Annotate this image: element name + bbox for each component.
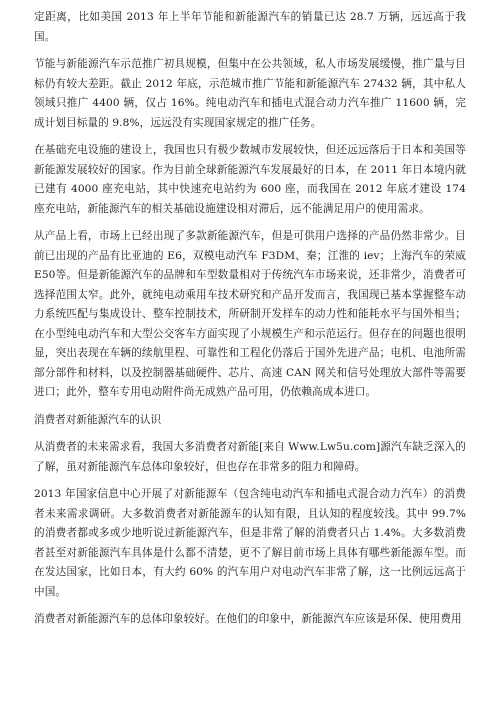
paragraph-5: 从消费者的未来需求看，我国大多消费者对新能[来自 Www.Lw5u.com]源汽车缺乏深入的了解，虽对新能源汽车总体印象较好，但也存在非常多的阻力和障碍。	[34, 441, 466, 473]
paragraph-2: 节能与新能源汽车示范推广初具规模，但集中在公共领域，私人市场发展缓慢，推广量与目标仍有较大差距。截止 2012 年底，示范城市推广节能和新能源汽车 27432 辆，其中私人领域只推广 4400 辆，仅占 16%。纯电动汽车和插电式混合动力汽车推广 11600 辆，完成计划目标量的 9.8%，远远没有实现国家规定的推广任务。	[34, 58, 466, 129]
paragraph-4: 从产品上看，市场上已经出现了多款新能源汽车，但是可供用户选择的产品仍然非常少。目前已出现的产品有比亚迪的 E6，双模电动汽车 F3DM、秦；江淮的 iev；上海汽车的荣威 E50等。但是新能源汽车的品牌和车型数量相对于传统汽车市场来说，还非常少，消费者可选择范围太窄。此外，就纯电动乘用车技术研究和产品开发而言，我国现已基本掌握整车动力系统匹配与集成设计、整车控制技术，所研制开发样车的动力性和能耗水平与国外相当；在小型纯电动汽车和大型公交客车方面实现了小规模生产和示范运行。但存在的问题也很明显，突出表现在车辆的续航里程、可靠性和工程化仍落后于国外先进产品；电机、电池所需部分部件和材料，以及控制器基础硬件、芯片、高速 CAN 网关和信号处理放大部件等需要进口；此外，整车专用电动附件尚无成熟产品可用，仍依赖高成本进口。	[34, 230, 466, 398]
paragraph-1: 定距离，比如美国 2013 年上半年节能和新能源汽车的销量已达 28.7 万辆，远远高于我国。	[34, 11, 466, 43]
paragraph-7: 消费者对新能源汽车的总体印象较好。在他们的印象中，新能源汽车应该是环保、使用费用	[34, 613, 462, 625]
paragraph-3: 在基础充电设施的建设上，我国也只有极少数城市发展较快，但还远远落后于日本和美国等新能源发展较好的国家。作为目前全球新能源汽车发展最好的日本，在 2011 年日本境内就已建有 4000 座充电站，其中快速充电站约为 600 座，而我国在 2012 年底才建设 174 座充电站，新能源汽车的相关基础设施建设相对滞后，远不能满足用户的使用需求。	[34, 144, 466, 215]
paragraph-6: 2013 年国家信息中心开展了对新能源车（包含纯电动汽车和插电式混合动力汽车）的消费者未来需求调研。大多数消费者对新能源车的认知有限，且认知的程度较浅。其中 99.7% 的消费者都或多或少地听说过新能源汽车，但是非常了解的消费者只占 1.4%。大多数消费者甚至对新能源汽车具体是什么都不清楚，更不了解目前市场上具体有哪些新能源车型。而在发达国家，比如日本，有大约 60% 的汽车用户对电动汽车非常了解，这一比例远远高于中国。	[34, 488, 466, 598]
section-title: 消费者对新能源汽车的认识	[34, 413, 162, 426]
